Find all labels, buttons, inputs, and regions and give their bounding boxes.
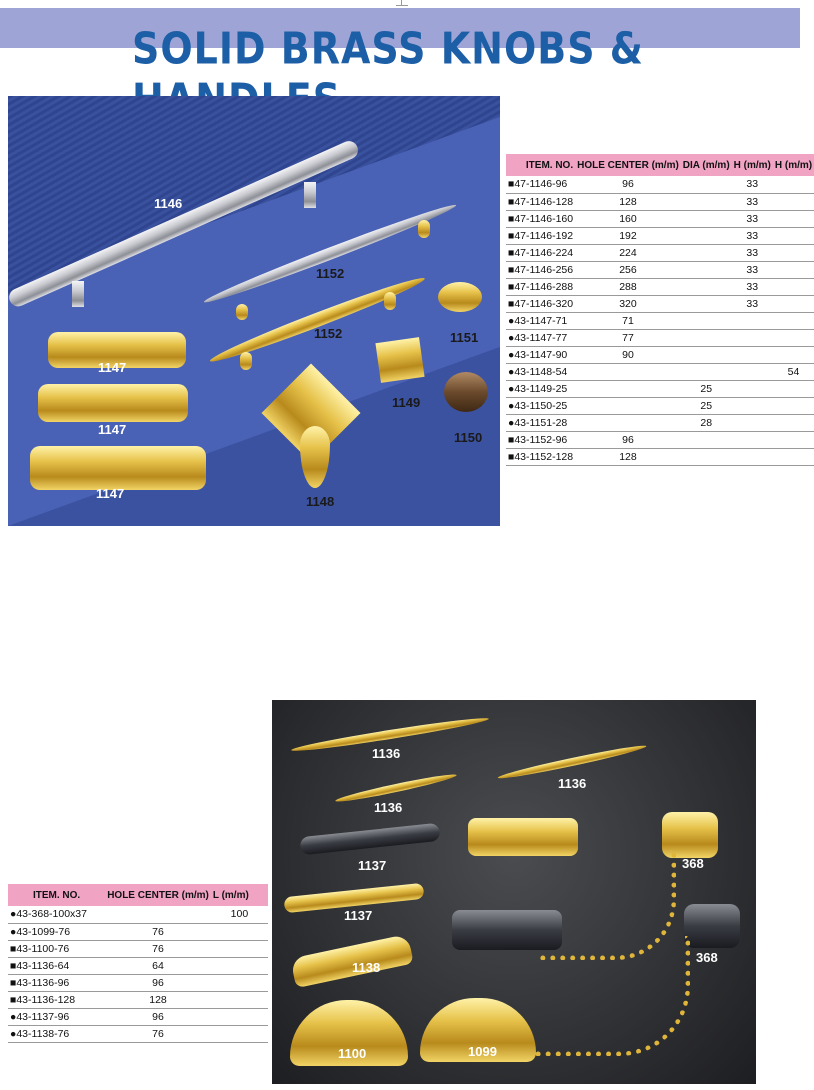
cell-h2 <box>773 244 814 261</box>
cup-handle-1147-middle <box>38 384 188 422</box>
cell-length <box>211 1008 268 1025</box>
label-1152-gold: 1152 <box>314 326 343 341</box>
cell-dia <box>681 329 732 346</box>
cell-h <box>732 397 773 414</box>
col-h-1: H (m/m) <box>732 154 773 176</box>
col-hole-center: HOLE CENTER (m/m) <box>575 154 681 176</box>
col-dia: DIA (m/m) <box>681 154 732 176</box>
cell-h2 <box>773 227 814 244</box>
cell-h <box>732 346 773 363</box>
handle-1152-gold-foot-left <box>240 352 252 370</box>
table-row <box>506 397 814 414</box>
col-item-no: ITEM. NO. <box>506 154 575 176</box>
pendant-1148-drop <box>300 426 330 488</box>
cell-item: ●43-1147-71 <box>506 312 575 329</box>
cell-h: 33 <box>732 193 773 210</box>
cell-hole-center <box>575 380 681 397</box>
cell-h <box>732 329 773 346</box>
cell-length <box>211 991 268 1008</box>
label-1138: 1138 <box>352 960 381 975</box>
cell-hole-center: 256 <box>575 261 681 278</box>
cell-hole-center: 224 <box>575 244 681 261</box>
cell-h: 33 <box>732 261 773 278</box>
cell-dia <box>681 244 732 261</box>
table-row <box>8 1008 268 1025</box>
table-header-row <box>506 154 814 176</box>
cell-item: ●43-1148-54 <box>506 363 575 380</box>
cell-hole-center: 96 <box>575 176 681 193</box>
cell-dia <box>681 295 732 312</box>
label-368-top: 368 <box>682 856 704 871</box>
spec-table-pulls-chains <box>8 884 268 1043</box>
cell-length <box>211 1025 268 1042</box>
label-1136-right: 1136 <box>558 776 587 791</box>
cell-h: 33 <box>732 244 773 261</box>
cell-item: ●43-368-100x37 <box>8 906 105 923</box>
cell-length <box>211 957 268 974</box>
cell-h2 <box>773 176 814 193</box>
cell-hole-center: 128 <box>105 991 211 1008</box>
table-row <box>8 923 268 940</box>
cell-length <box>211 974 268 991</box>
cell-hole-center: 96 <box>575 431 681 448</box>
knob-1151 <box>438 282 482 312</box>
cell-item: ■47-1146-224 <box>506 244 575 261</box>
label-1147-bottom: 1147 <box>96 486 125 501</box>
table-row <box>506 346 814 363</box>
cell-h2 <box>773 380 814 397</box>
cell-item: ■47-1146-256 <box>506 261 575 278</box>
label-368-bottom: 368 <box>696 950 718 965</box>
table-row <box>506 414 814 431</box>
cell-hole-center: 288 <box>575 278 681 295</box>
cell-item: ■47-1146-192 <box>506 227 575 244</box>
cell-h <box>732 448 773 465</box>
cell-h2 <box>773 278 814 295</box>
table-row <box>8 974 268 991</box>
cell-length: 100 <box>211 906 268 923</box>
cell-item: ■43-1136-128 <box>8 991 105 1008</box>
cell-item: ●43-1147-77 <box>506 329 575 346</box>
cell-hole-center: 76 <box>105 1025 211 1042</box>
cell-h <box>732 363 773 380</box>
cell-hole-center: 64 <box>105 957 211 974</box>
cell-dia <box>681 431 732 448</box>
cell-hole-center: 192 <box>575 227 681 244</box>
cell-item: ■47-1146-288 <box>506 278 575 295</box>
cell-item: ●43-1150-25 <box>506 397 575 414</box>
cell-h2 <box>773 261 814 278</box>
label-1151: 1151 <box>450 330 479 345</box>
col-length: L (m/m) <box>211 884 268 906</box>
cell-hole-center <box>105 906 211 923</box>
cell-item: ■43-1136-96 <box>8 974 105 991</box>
cell-h: 33 <box>732 227 773 244</box>
cell-length <box>211 923 268 940</box>
table-row <box>8 991 268 1008</box>
cell-item: ●43-1151-28 <box>506 414 575 431</box>
label-1100: 1100 <box>338 1046 367 1061</box>
cell-hole-center <box>575 397 681 414</box>
cell-dia <box>681 210 732 227</box>
cell-hole-center: 320 <box>575 295 681 312</box>
cell-hole-center: 77 <box>575 329 681 346</box>
cup-handle-1147-bottom <box>30 446 206 490</box>
cell-h <box>732 312 773 329</box>
cell-item: ■43-1152-128 <box>506 448 575 465</box>
label-1146: 1146 <box>154 196 183 211</box>
table-row <box>506 176 814 193</box>
cell-dia <box>681 312 732 329</box>
cell-dia <box>681 346 732 363</box>
cell-h2 <box>773 210 814 227</box>
cell-item: ●43-1149-25 <box>506 380 575 397</box>
cell-item: ■47-1146-96 <box>506 176 575 193</box>
label-1148: 1148 <box>306 494 335 509</box>
cell-h2: 54 <box>773 363 814 380</box>
cell-dia <box>681 261 732 278</box>
product-photo-pulls-chains <box>272 700 756 1084</box>
table-row <box>506 448 814 465</box>
table-row <box>506 380 814 397</box>
table-row <box>506 210 814 227</box>
cell-hole-center: 160 <box>575 210 681 227</box>
cell-dia <box>681 448 732 465</box>
label-1137-gold: 1137 <box>344 908 373 923</box>
label-1152-silver: 1152 <box>316 266 345 281</box>
cell-hole-center: 76 <box>105 923 211 940</box>
cell-h2 <box>773 397 814 414</box>
handle-1152-silver-feet <box>236 304 248 320</box>
table-row <box>506 193 814 210</box>
table-header-row <box>8 884 268 906</box>
cell-h <box>732 380 773 397</box>
handle-1146-post-right <box>304 182 316 208</box>
handle-1152-gold-foot-right <box>384 292 396 310</box>
cell-hole-center: 96 <box>105 974 211 991</box>
cell-dia <box>681 176 732 193</box>
table-row <box>506 329 814 346</box>
cell-hole-center <box>575 363 681 380</box>
cell-h2 <box>773 193 814 210</box>
cell-hole-center: 76 <box>105 940 211 957</box>
knob-1149-square <box>375 337 424 383</box>
cell-h2 <box>773 414 814 431</box>
cell-item: ●43-1099-76 <box>8 923 105 940</box>
col-item-no: ITEM. NO. <box>8 884 105 906</box>
cell-h2 <box>773 448 814 465</box>
label-1099: 1099 <box>468 1044 497 1059</box>
cell-h2 <box>773 295 814 312</box>
knob-1150 <box>444 372 488 412</box>
product-photo-knobs-handles <box>8 96 500 526</box>
cell-hole-center: 90 <box>575 346 681 363</box>
label-1147-middle: 1147 <box>98 422 127 437</box>
spec-table-knobs-handles <box>506 154 814 466</box>
table-row <box>506 431 814 448</box>
cell-dia <box>681 193 732 210</box>
label-1150: 1150 <box>454 430 483 445</box>
cell-hole-center <box>575 414 681 431</box>
cell-hole-center: 96 <box>105 1008 211 1025</box>
cell-dia: 25 <box>681 397 732 414</box>
cell-dia <box>681 227 732 244</box>
cell-h: 33 <box>732 278 773 295</box>
cell-h2 <box>773 329 814 346</box>
cell-dia: 28 <box>681 414 732 431</box>
cell-length <box>211 940 268 957</box>
cell-h <box>732 414 773 431</box>
cell-dia: 25 <box>681 380 732 397</box>
handle-1146-post-left <box>72 281 84 307</box>
cell-h2 <box>773 312 814 329</box>
cell-item: ●43-1138-76 <box>8 1025 105 1042</box>
crop-mark <box>396 0 408 6</box>
cell-h2 <box>773 431 814 448</box>
cell-dia <box>681 363 732 380</box>
cell-item: ■43-1136-64 <box>8 957 105 974</box>
table-row <box>8 906 268 923</box>
cell-hole-center: 128 <box>575 193 681 210</box>
cell-item: ■47-1146-160 <box>506 210 575 227</box>
cell-hole-center: 128 <box>575 448 681 465</box>
cell-h <box>732 431 773 448</box>
table-row <box>506 363 814 380</box>
cell-dia <box>681 278 732 295</box>
pull-1137-dark <box>299 823 440 856</box>
cell-h: 33 <box>732 176 773 193</box>
cell-h2 <box>773 346 814 363</box>
label-1147-top: 1147 <box>98 360 127 375</box>
table-row <box>506 295 814 312</box>
table-row <box>8 940 268 957</box>
table-row <box>506 227 814 244</box>
page-title: SOLID BRASS KNOBS & <box>132 23 644 74</box>
cell-item: ●43-1137-96 <box>8 1008 105 1025</box>
chain-368-bottom <box>534 936 690 1056</box>
col-hole-center: HOLE CENTER (m/m) <box>105 884 211 906</box>
cell-item: ■47-1146-320 <box>506 295 575 312</box>
col-h-2: H (m/m) <box>773 154 814 176</box>
table-row <box>506 278 814 295</box>
cell-hole-center: 71 <box>575 312 681 329</box>
cell-item: ■47-1146-128 <box>506 193 575 210</box>
label-1149: 1149 <box>392 395 421 410</box>
table-row <box>506 261 814 278</box>
table-row <box>8 1025 268 1042</box>
cell-item: ■43-1100-76 <box>8 940 105 957</box>
label-1137-dark: 1137 <box>358 858 387 873</box>
chain-guard-368-keeper-bottom <box>684 904 740 948</box>
label-1136-middle: 1136 <box>374 800 403 815</box>
cell-h: 33 <box>732 210 773 227</box>
label-1136-top: 1136 <box>372 746 401 761</box>
cell-item: ●43-1147-90 <box>506 346 575 363</box>
table-row <box>506 312 814 329</box>
table-row <box>506 244 814 261</box>
table-row <box>8 957 268 974</box>
cell-h: 33 <box>732 295 773 312</box>
cell-item: ■43-1152-96 <box>506 431 575 448</box>
handle-1152-silver-foot-right <box>418 220 430 238</box>
